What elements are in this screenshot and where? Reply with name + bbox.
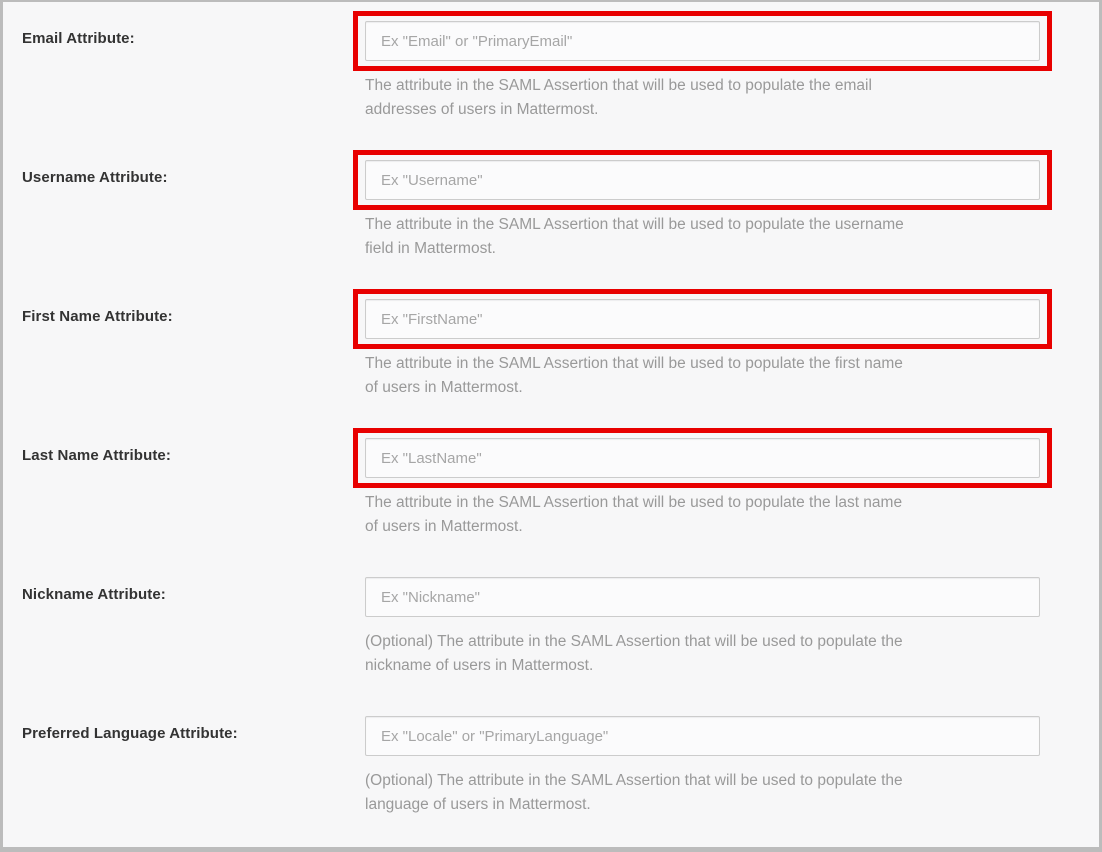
label-col (3, 160, 365, 187)
preferred-language-attribute-input[interactable] (365, 716, 1040, 756)
nickname-attribute-input-wrap (365, 577, 1040, 617)
form-row-username-attribute (3, 160, 1099, 260)
label-col (3, 577, 365, 604)
nickname-attribute-label: Nickname Attribute: (22, 586, 166, 603)
input-col (365, 716, 1040, 816)
help-line: The attribute in the SAML Assertion that will be used to populate the last name (365, 494, 903, 511)
last-name-attribute-label: Last Name Attribute: (22, 447, 171, 464)
label-col (3, 716, 365, 743)
help-line: language of users in Mattermost. (365, 795, 591, 813)
input-col (365, 160, 1040, 260)
first-name-attribute-label: First Name Attribute: (22, 308, 173, 325)
preferred-language-attribute-label: Preferred Language Attribute: (22, 725, 238, 742)
email-attribute-input[interactable] (365, 21, 1040, 61)
form-row-first-name-attribute (3, 299, 1099, 399)
help-line: The attribute in the SAML Assertion that will be used to populate the first name (365, 355, 903, 372)
label-col (3, 21, 365, 48)
first-name-attribute-input[interactable] (365, 299, 1040, 339)
last-name-attribute-input-wrap (365, 438, 1040, 478)
help-line: addresses of users in Mattermost. (365, 100, 599, 118)
form-row-email-attribute (3, 21, 1099, 121)
help-line: The attribute in the SAML Assertion that will be used to populate the username (365, 216, 904, 233)
username-attribute-input[interactable] (365, 160, 1040, 200)
last-name-attribute-help (365, 491, 1040, 538)
first-name-attribute-input-wrap (365, 299, 1040, 339)
help-line: of users in Mattermost. (365, 517, 523, 535)
form-row-last-name-attribute (3, 438, 1099, 538)
form-row-nickname-attribute (3, 577, 1099, 677)
last-name-attribute-input[interactable] (365, 438, 1040, 478)
email-attribute-help (365, 74, 1040, 121)
input-col (365, 577, 1040, 677)
nickname-attribute-input[interactable] (365, 577, 1040, 617)
email-attribute-input-wrap (365, 21, 1040, 61)
username-attribute-label: Username Attribute: (22, 169, 168, 186)
email-attribute-label: Email Attribute: (22, 30, 135, 47)
preferred-language-attribute-input-wrap (365, 716, 1040, 756)
help-line: nickname of users in Mattermost. (365, 656, 594, 674)
input-col (365, 299, 1040, 399)
input-col (365, 438, 1040, 538)
label-col (3, 299, 365, 326)
nickname-attribute-help (365, 630, 1040, 677)
username-attribute-input-wrap (365, 160, 1040, 200)
input-col (365, 21, 1040, 121)
username-attribute-help (365, 213, 1040, 260)
label-col (3, 438, 365, 465)
help-line: (Optional) The attribute in the SAML Assertion that will be used to populate the (365, 633, 903, 650)
help-line: (Optional) The attribute in the SAML Assertion that will be used to populate the (365, 772, 903, 789)
preferred-language-attribute-help (365, 769, 1040, 816)
first-name-attribute-help (365, 352, 1040, 399)
help-line: field in Mattermost. (365, 239, 496, 257)
help-line: The attribute in the SAML Assertion that will be used to populate the email (365, 77, 872, 94)
form-row-preferred-language-attribute (3, 716, 1099, 816)
help-line: of users in Mattermost. (365, 378, 523, 396)
